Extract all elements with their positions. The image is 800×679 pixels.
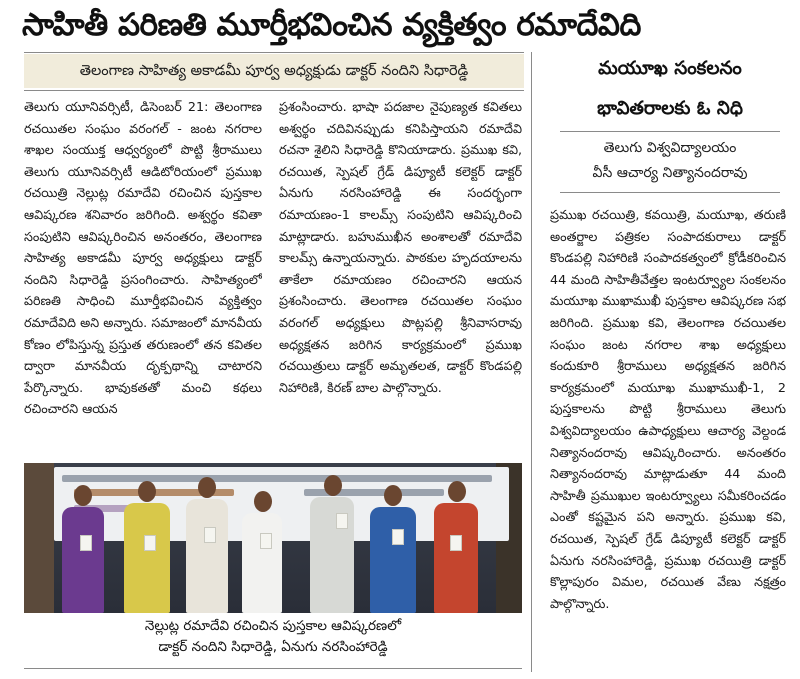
side-subhead-line-2: వీసీ ఆచార్య నిత్యానందరావు [592,165,748,181]
photo-caption [24,616,522,658]
rule-side-headline [560,131,780,132]
rule-side-subhead [560,192,780,193]
article-column-1-text: తెలుగు యూనివర్సిటీ, డిసెంబర్ 21: తెలంగాణ రచయితల సంఘం వరంగల్ - జంట నగరాల శాఖల సంయుక్త ఆధ్వర్యంలో పొట్టి శ్రీరాములు తెలుగు యూనివర్సిటీ ఆడిటోరియంలో ప్రముఖ రచయిత్రి నెల్లుట్ల రమాదేవి రచించిన పుస్తకాల ఆవిష్కరణ శనివారం జరిగింది. అశ్వర్థం కవితా సంపుటిని ఆవిష్కరించిన అనంతరం, తెలంగాణ సాహిత్య అకాడమీ పూర్వ అధ్యక్షులు డాక్టర్ నందిని సిధారెడ్డి ప్రసంగించారు. సాహిత్యంలో పరిణతి సాధించి మూర్తీభవించిన వ్యక్తిత్వం రమాదేవిది అని అన్నారు. సమాజంలో మానవీయ కోణం లోపిస్తున్న ప్రస్తుత తరుణంలో తన కవితల ద్వారా మానవీయ దృక్పథాన్ని చాటారని పేర్కొన్నారు. భావుకతతో మంచి కథలు రచించారని ఆయన [24,99,262,417]
article-column-2 [279,96,522,458]
photo-caption-line-1: నెల్లుట్ల రమాదేవి రచించిన పుస్తకాల ఆవిష్కరణలో [144,618,402,634]
event-photo [24,463,522,613]
rule-bottom-left [24,668,522,669]
side-headline-line-2: భావితరాలకు ఓ నిధి [597,98,743,119]
article-column-2-text: ప్రశంసించారు. భాషా పదజాల నైపుణ్యత కవితలు అశ్వర్థం చదివినప్పుడు కనిపిస్తాయని రమాదేవి రచనా శైలిని సిధారెడ్డి కొనియాడారు. ప్రముఖ కవి, రచయిత, స్పెషల్ గ్రేడ్ డిప్యూటీ కలెక్టర్ డాక్టర్ ఏనుగు నరసింహారెడ్డి ఈ సందర్భంగా రమాయణం-1 కాలమ్స్ సంపుటిని ఆవిష్కరించి మాట్లాడారు. బహుముఖీన అంశాలతో రమాదేవి కాలమ్స్ ఉన్నాయన్నారు. పాఠకుల హృదయాలను తాకేలా రమాయణం రచించారని ఆయన ప్రశంసించారు. తెలంగాణ రచయితల సంఘం వరంగల్ అధ్యక్షులు పొట్లపల్లి శ్రీనివాసరావు అధ్యక్షతన జరిగిన కార్యక్రమంలో ప్రముఖ రచయిత్రులు డాక్టర్ అమృతలత, డాక్టర్ కొండపల్లి నిహారిణి, కిరణ్ బాల పాల్గొన్నారు. [279,99,522,395]
side-article-column [550,204,786,674]
photo-caption-line-2: డాక్టర్ నందిని సిధారెడ్డి, ఏనుగు నరసింహారెడ్డి [158,639,388,655]
article-column-1 [24,96,262,458]
subheadline: తెలంగాణ సాహిత్య అకాడమీ పూర్వ అధ్యక్షుడు డాక్టర్ నందిని సిధారెడ్డి [24,54,524,88]
photo-wall-left [24,463,54,613]
side-subhead-line-1: తెలుగు విశ్వవిద్యాలయం [603,140,737,156]
headline: సాహితీ పరిణతి మూర్తీభవించిన వ్యక్తిత్వం రమాదేవిది [22,7,641,43]
column-divider [531,52,532,672]
rule-top-left [24,52,524,53]
rule-below-subhead [24,90,524,91]
side-article-text: ప్రముఖ రచయిత్రి, కవయిత్రి, మయూఖ, తరుణి అంతర్జాల పత్రికల సంపాదకురాలు డాక్టర్ కొండపల్లి నిహారిణి సంపాదకత్వంలో క్రోడీకరించిన 44 మంది సాహితీవేత్తల ఇంటర్వ్యూల సంకలనం మయూఖ ముఖాముఖీ పుస్తకాల ఆవిష్కరణ సభ జరిగింది. ప్రముఖ కవి, తెలంగాణ రచయితల సంఘం జంట నగరాల శాఖ అధ్యక్షులు కందుకూరి శ్రీరాములు అధ్యక్షతన జరిగిన కార్యక్రమంలో మయూఖ ముఖాముఖీ-1, 2 పుస్తకాలను పొట్టి శ్రీరాములు తెలుగు విశ్వవిద్యాలయం ఉపాధ్యక్షులు ఆచార్య వెల్దండ నిత్యానందరావు ఆవిష్కరించారు. అనంతరం నిత్యానందరావు మాట్లాడుతూ 44 మంది సాహితీ ప్రముఖుల ఇంటర్వ్యూలు సమీకరించడం ఎంతో కష్టమైన పని అన్నారు. ప్రముఖ కవి, రచయిత, స్పెషల్ గ్రేడ్ డిప్యూటీ కలెక్టర్ డాక్టర్ ఏనుగు నరసింహారెడ్డి, ప్రముఖ రచయిత్రి డాక్టర్ కొల్లాపురం విమల, రచయిత వేణు నక్షత్రం పాల్గొన్నారు. [550,207,786,611]
side-headline-line-1: మయూఖ సంకలనం [598,58,742,79]
